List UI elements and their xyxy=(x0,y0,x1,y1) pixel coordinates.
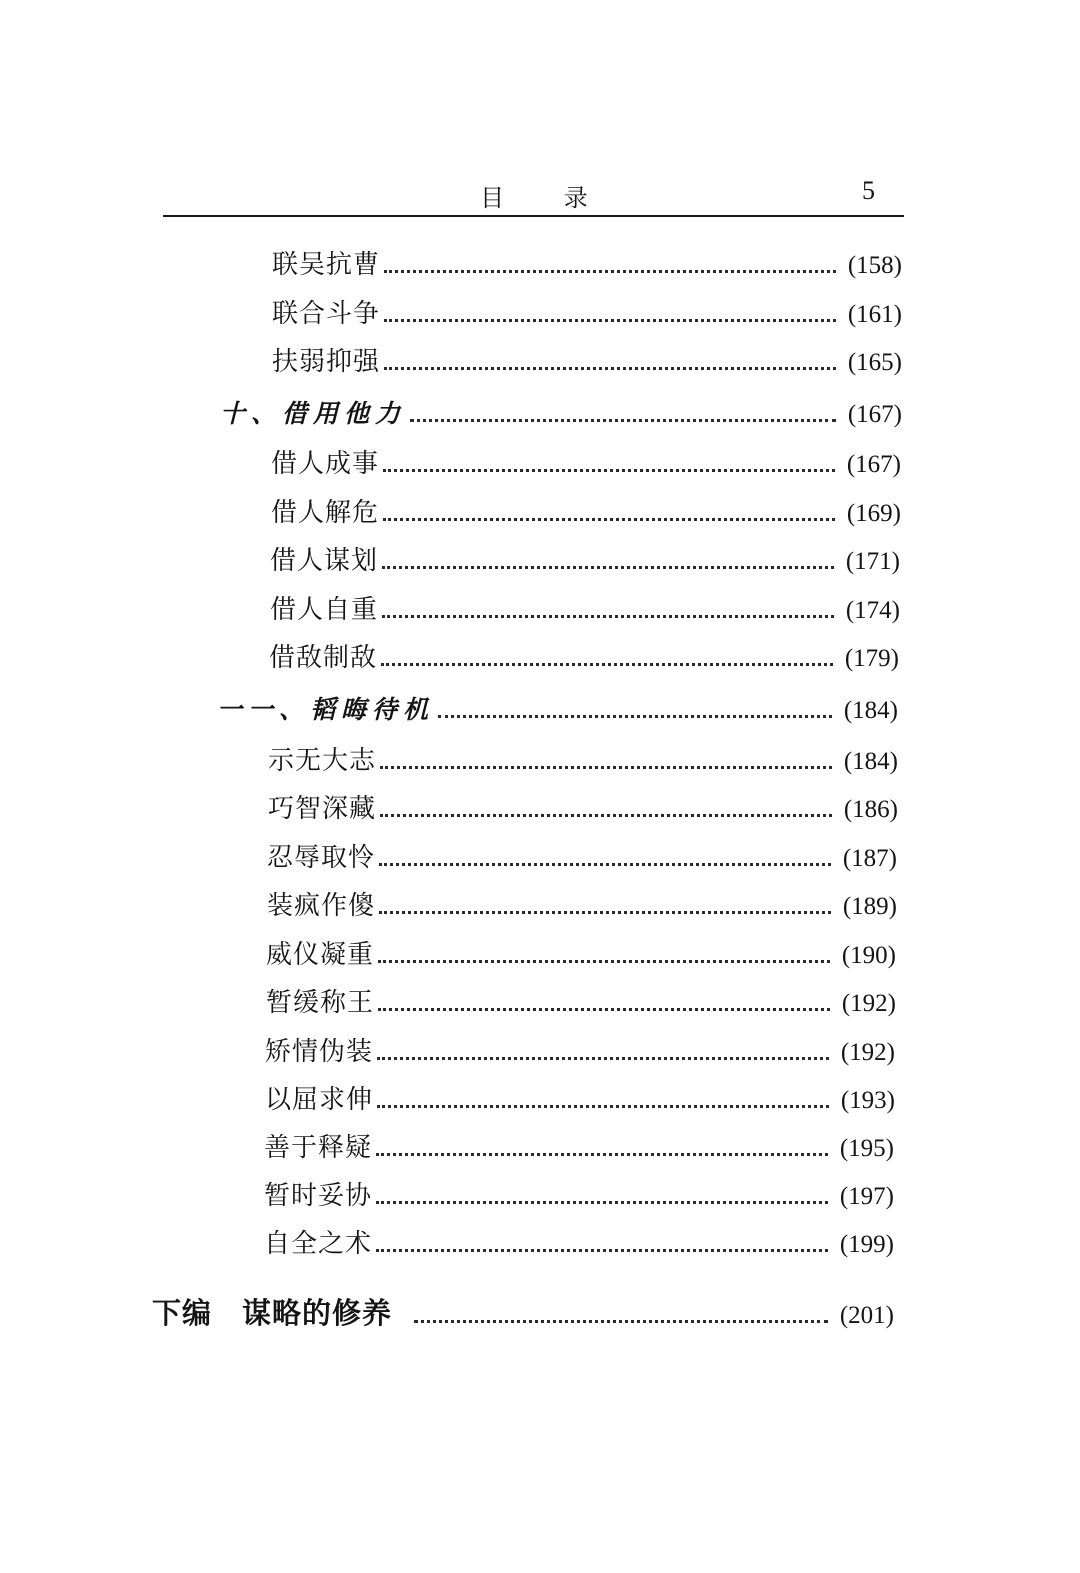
toc-entry xyxy=(266,982,896,1026)
toc-entry-page: (184) xyxy=(843,748,898,775)
header-rule xyxy=(163,215,904,217)
toc-entry-title: 暂缓称王 xyxy=(266,988,375,1018)
dot-leader xyxy=(384,269,836,273)
toc-entry-title: 威仪凝重 xyxy=(266,940,375,970)
dot-leader xyxy=(382,565,834,569)
dot-leader xyxy=(376,1248,828,1252)
toc-entry-title: 以屈求伸 xyxy=(265,1085,374,1115)
dot-leader xyxy=(410,418,836,422)
dot-leader xyxy=(383,517,835,521)
toc-entry-page: (190) xyxy=(841,942,896,969)
toc-entry-title: 借人谋划 xyxy=(270,546,379,576)
toc-entry-page: (199) xyxy=(839,1231,894,1258)
dot-leader xyxy=(377,1056,829,1060)
toc-section-title: 十、借用他力 xyxy=(220,399,407,428)
dot-leader xyxy=(438,714,832,718)
toc-section-heading xyxy=(217,690,898,734)
toc-entry-page: (192) xyxy=(840,1039,895,1066)
toc-entry-title: 借人成事 xyxy=(271,449,380,479)
dot-leader xyxy=(383,468,835,472)
toc-entry-page: (192) xyxy=(841,990,896,1017)
toc-part-title: 下编 谋略的修养 xyxy=(152,1296,393,1330)
toc-entry-page: (193) xyxy=(840,1087,895,1114)
toc-entry xyxy=(269,637,899,681)
toc-section-heading xyxy=(220,394,902,438)
toc-entry-title: 扶弱抑强 xyxy=(272,347,381,377)
toc-entry-page: (169) xyxy=(846,500,901,527)
toc-entry-title: 自全之术 xyxy=(264,1229,373,1259)
toc-entry-title: 借人解危 xyxy=(271,498,380,528)
dot-leader xyxy=(384,366,836,370)
toc-entry xyxy=(268,788,898,832)
toc-entry-page: (189) xyxy=(842,893,897,920)
toc-entry-title: 忍辱取怜 xyxy=(267,843,376,873)
dot-leader xyxy=(380,813,832,817)
page-number: 5 xyxy=(862,176,875,205)
toc-entry-title: 借人自重 xyxy=(270,595,379,625)
dot-leader xyxy=(376,1200,828,1204)
toc-entry-page: (179) xyxy=(844,645,899,672)
toc-entry-page: (167) xyxy=(847,401,902,428)
toc-entry xyxy=(271,492,901,536)
toc-entry-page: (171) xyxy=(845,548,900,575)
dot-leader xyxy=(378,959,830,963)
toc-entry xyxy=(265,1031,895,1075)
toc-entry xyxy=(266,934,896,978)
toc-part-heading xyxy=(152,1291,894,1335)
toc-entry-title: 矫情伪装 xyxy=(265,1037,374,1067)
toc-entry xyxy=(264,1175,894,1219)
toc-entry-page: (187) xyxy=(842,845,897,872)
toc-entry-page: (197) xyxy=(839,1183,894,1210)
toc-entry xyxy=(272,293,902,337)
toc-entry-title: 示无大志 xyxy=(268,746,377,776)
toc-entry xyxy=(264,1223,894,1267)
toc-entry-page: (165) xyxy=(847,349,902,376)
toc-entry-title: 联合斗争 xyxy=(272,299,381,329)
dot-leader xyxy=(379,910,831,914)
toc-entry xyxy=(270,540,900,584)
header-title: 目 录 xyxy=(480,184,614,212)
toc-entry-page: (201) xyxy=(839,1302,894,1329)
toc-entry xyxy=(272,341,902,385)
toc-entry-page: (184) xyxy=(843,697,898,724)
toc-entry xyxy=(268,740,898,784)
toc-entry xyxy=(271,443,901,487)
toc-section-title: 一一、韬晦待机 xyxy=(217,695,435,724)
dot-leader xyxy=(376,1152,828,1156)
toc-entry-title: 装疯作傻 xyxy=(267,891,376,921)
dot-leader xyxy=(381,662,833,666)
toc-entry xyxy=(265,1079,895,1123)
toc-entry-page: (158) xyxy=(847,252,902,279)
toc-entry xyxy=(267,885,897,929)
toc-entry-page: (174) xyxy=(845,597,900,624)
toc-entry-title: 暂时妥协 xyxy=(264,1181,373,1211)
toc-entry xyxy=(270,589,900,633)
toc-entry-page: (161) xyxy=(847,301,902,328)
dot-leader xyxy=(414,1319,828,1323)
toc-entry-page: (186) xyxy=(843,796,898,823)
running-header xyxy=(165,174,903,214)
dot-leader xyxy=(379,862,831,866)
toc-entry-title: 联吴抗曹 xyxy=(272,250,381,280)
dot-leader xyxy=(380,765,832,769)
dot-leader xyxy=(382,614,834,618)
toc-entry-title: 巧智深藏 xyxy=(268,794,377,824)
toc-entry xyxy=(264,1127,894,1171)
toc-entry-page: (167) xyxy=(846,451,901,478)
toc-entry-title: 借敌制敌 xyxy=(269,643,378,673)
dot-leader xyxy=(378,1007,830,1011)
toc-entry xyxy=(272,244,902,288)
dot-leader xyxy=(384,318,836,322)
toc-entry xyxy=(267,837,897,881)
toc-entry-page: (195) xyxy=(839,1135,894,1162)
toc-entry-title: 善于释疑 xyxy=(264,1133,373,1163)
dot-leader xyxy=(377,1104,829,1108)
